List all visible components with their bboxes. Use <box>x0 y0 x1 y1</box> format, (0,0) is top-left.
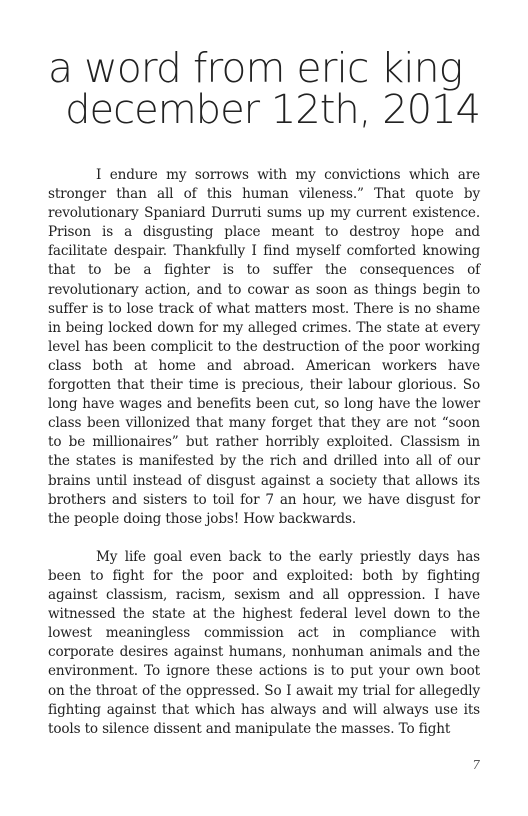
paragraph: I endure my sorrows with my convictions which are stronger than all of this human vileness.” That quote by revolutionary Spaniard Durruti sums up my current existence. Prison is a disgusting place meant to destroy hope and facilitate despair. Thankfully I find myself comforted knowing that to be a fighter is to suffer the consequences of revolutionary action, and to cowar as soon as things begin to suffer is to lose track of what matters most. There is no shame in being locked down for my alleged crimes. The state at every level has been complicit to the destruction of the poor working class both at home and abroad. American workers have forgotten that their time is precious, their labour glorious. So long have wages and benefits been cut, so long have the lower class been villonized that many forget that they are not “soon to be millionaires” but rather horribly exploited. Classism in the states is manifested by the rich and drilled into all of our brains until instead of disgust against a society that allows its brothers and sisters to toil for 7 an hour, we have disgust for the people doing those jobs! How backwards. <box>48 167 480 527</box>
body-text <box>48 166 480 739</box>
heading-line-1: a word from eric king <box>48 44 463 92</box>
paragraph: My life goal even back to the early priestly days has been to fight for the poor and exploited: both by fighting against classism, racism, sexism and all oppression. I have witnessed the state at the highest federal level down to the lowest meaningless commission act in compliance with corporate desires against humans, nonhuman animals and the environment. To ignore these actions is to put your own boot on the throat of the oppressed. So I await my trial for allegedly fighting against that which has always and will always use its tools to silence dissent and manipulate the masses. To fight <box>48 548 480 737</box>
heading-line-2: december 12th, 2014 <box>65 87 480 133</box>
page-number: 7 <box>472 758 480 772</box>
